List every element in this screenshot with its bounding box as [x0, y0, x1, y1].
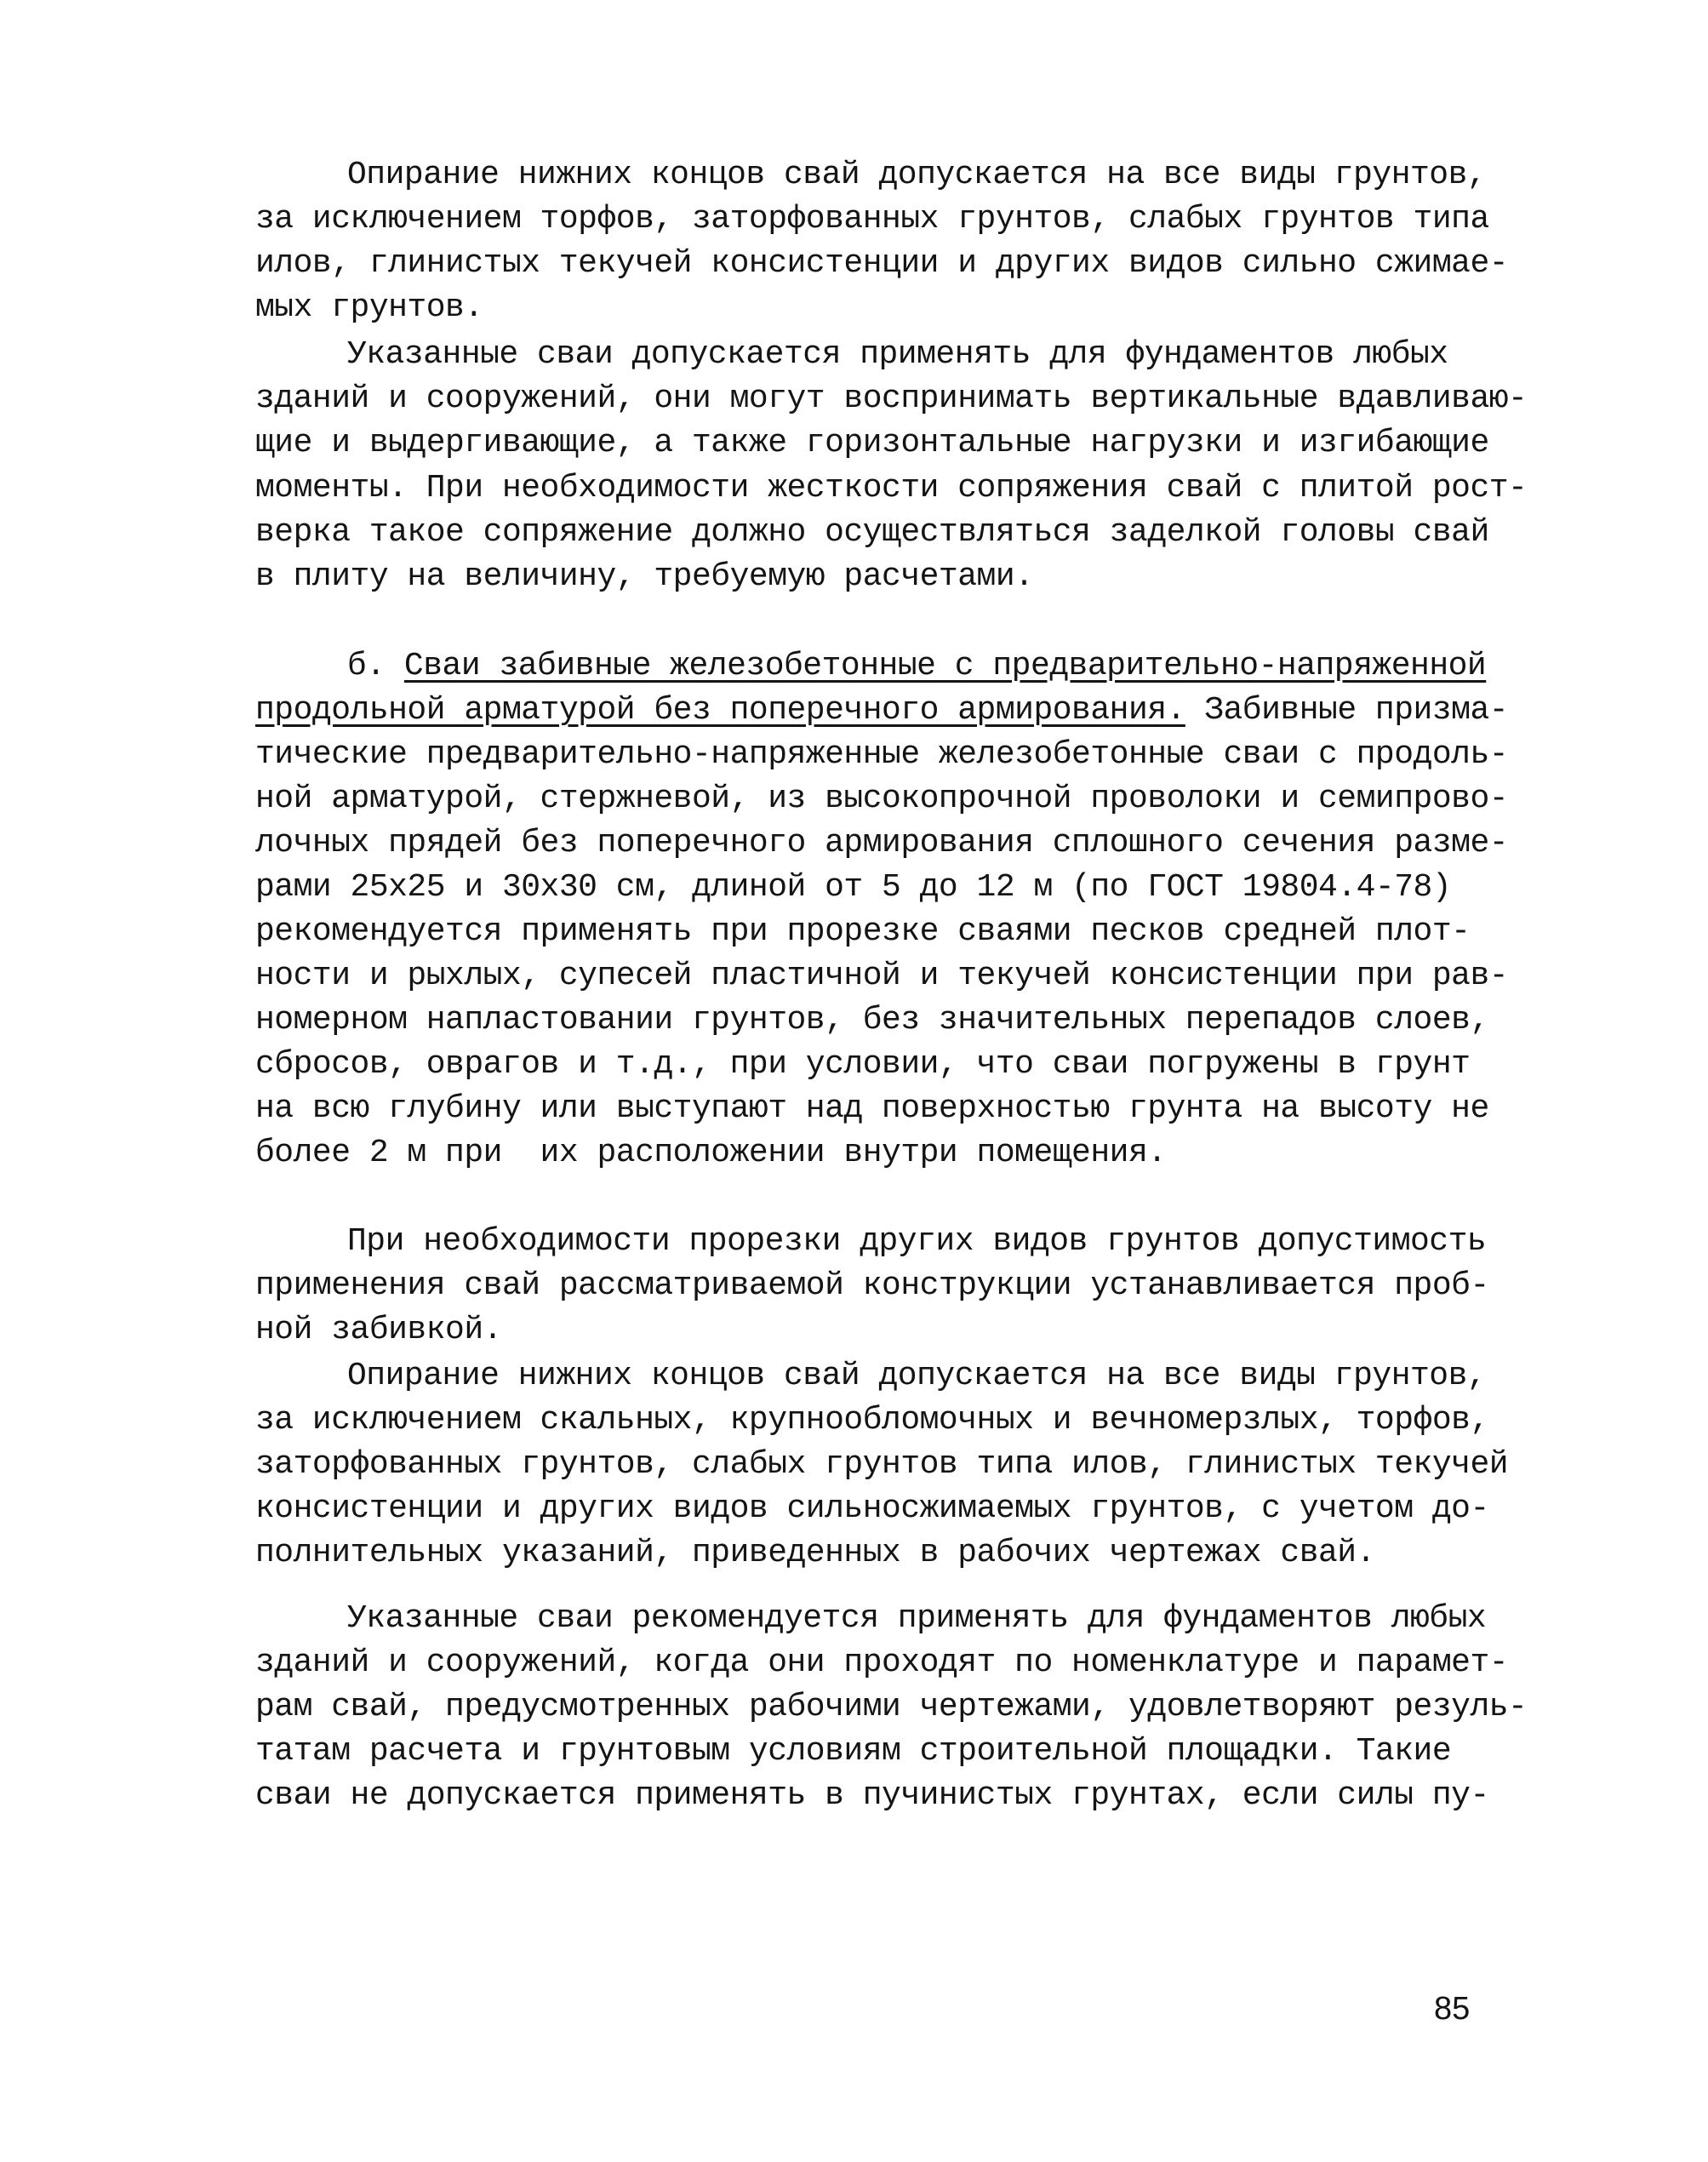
paragraph-1-line: мых грунтов. [255, 289, 483, 326]
paragraph-1-line: илов, глинистых текучей консистенции и других видов сильно сжимае- [255, 245, 1509, 282]
section-b-text: Забивные призма- [1185, 692, 1509, 729]
paragraph-1-line: Опирание нижних концов свай допускается на все виды грунтов, [347, 157, 1487, 193]
section-b-line: ности и рыхлых, супесей пластичной и текучей консистенции при рав- [255, 958, 1509, 994]
paragraph-3-line: ной забивкой. [255, 1312, 502, 1348]
paragraph-2-line: щие и выдергивающие, а также горизонтальные нагрузки и изгибающие [255, 425, 1489, 461]
paragraph-5-line: Указанные сваи рекомендуется применять для фундаментов любых [347, 1600, 1487, 1637]
section-b-line: рами 25x25 и 30x30 см, длиной от 5 до 12 м (по ГОСТ 19804.4-78) [255, 869, 1452, 906]
section-b-heading-line [347, 645, 1590, 688]
section-b-marker: б. [347, 648, 404, 684]
paragraph-4-line: консистенции и других видов сильносжимаемых грунтов, с учетом до- [255, 1490, 1489, 1527]
paragraph-5-line: татам расчета и грунтовым условиям строительной площадки. Такие [255, 1733, 1452, 1770]
paragraph-3-line: применения свай рассматриваемой конструкции устанавливается проб- [255, 1267, 1489, 1304]
section-b-heading: продольной арматурой без поперечного армирования. [255, 692, 1185, 729]
paragraph-4-line: за исключением скальных, крупнообломочных и вечномерзлых, торфов, [255, 1402, 1489, 1438]
paragraph-5-line: рам свай, предусмотренных рабочими чертежами, удовлетворяют резуль- [255, 1689, 1528, 1725]
paragraph-5-line: сваи не допускается применять в пучинистых грунтах, если силы пу- [255, 1777, 1489, 1814]
section-b-line: лочных прядей без поперечного армирования сплошного сечения разме- [255, 825, 1509, 861]
section-b-line: тические предварительно-напряженные железобетонные сваи с продоль- [255, 736, 1509, 773]
section-b-line: более 2 м при их расположении внутри помещения. [255, 1135, 1167, 1171]
paragraph-2-line: Указанные сваи допускается применять для фундаментов любых [347, 336, 1448, 373]
paragraph-3-line: При необходимости прорезки других видов грунтов допустимость [347, 1223, 1487, 1260]
paragraph-2-line: моменты. При необходимости жесткости сопряжения свай с плитой рост- [255, 470, 1528, 506]
paragraph-4-line: полнительных указаний, приведенных в рабочих чертежах свай. [255, 1535, 1375, 1571]
section-b-line: ной арматурой, стержневой, из высокопрочной проволоки и семипрово- [255, 781, 1509, 817]
paragraph-1-line: за исключением торфов, заторфованных грунтов, слабых грунтов типа [255, 201, 1489, 237]
section-b-line: на всю глубину или выступают над поверхностью грунта на высоту не [255, 1090, 1489, 1127]
paragraph-2-line: зданий и сооружений, они могут воспринимать вертикальные вдавливаю- [255, 380, 1528, 417]
paragraph-2-line: верка такое сопряжение должно осуществляться заделкой головы свай [255, 514, 1489, 551]
section-b-heading: Сваи забивные железобетонные с предварительно-напряженной [403, 648, 1487, 684]
page-number: 85 [1434, 1991, 1471, 2027]
section-b-heading-line [255, 689, 1509, 732]
section-b-line: сбросов, оврагов и т.д., при условии, что сваи погружены в грунт [255, 1046, 1471, 1083]
section-b-line: рекомендуется применять при прорезке сваями песков средней плот- [255, 913, 1471, 950]
paragraph-4-line: заторфованных грунтов, слабых грунтов типа илов, глинистых текучей [255, 1446, 1509, 1483]
paragraph-2-line: в плиту на величину, требуемую расчетами. [255, 558, 1034, 595]
section-b-line: номерном напластовании грунтов, без значительных перепадов слоев, [255, 1002, 1489, 1038]
paragraph-5-line: зданий и сооружений, когда они проходят по номенклатуре и парамет- [255, 1644, 1509, 1681]
paragraph-4-line: Опирание нижних концов свай допускается на все виды грунтов, [347, 1358, 1487, 1394]
